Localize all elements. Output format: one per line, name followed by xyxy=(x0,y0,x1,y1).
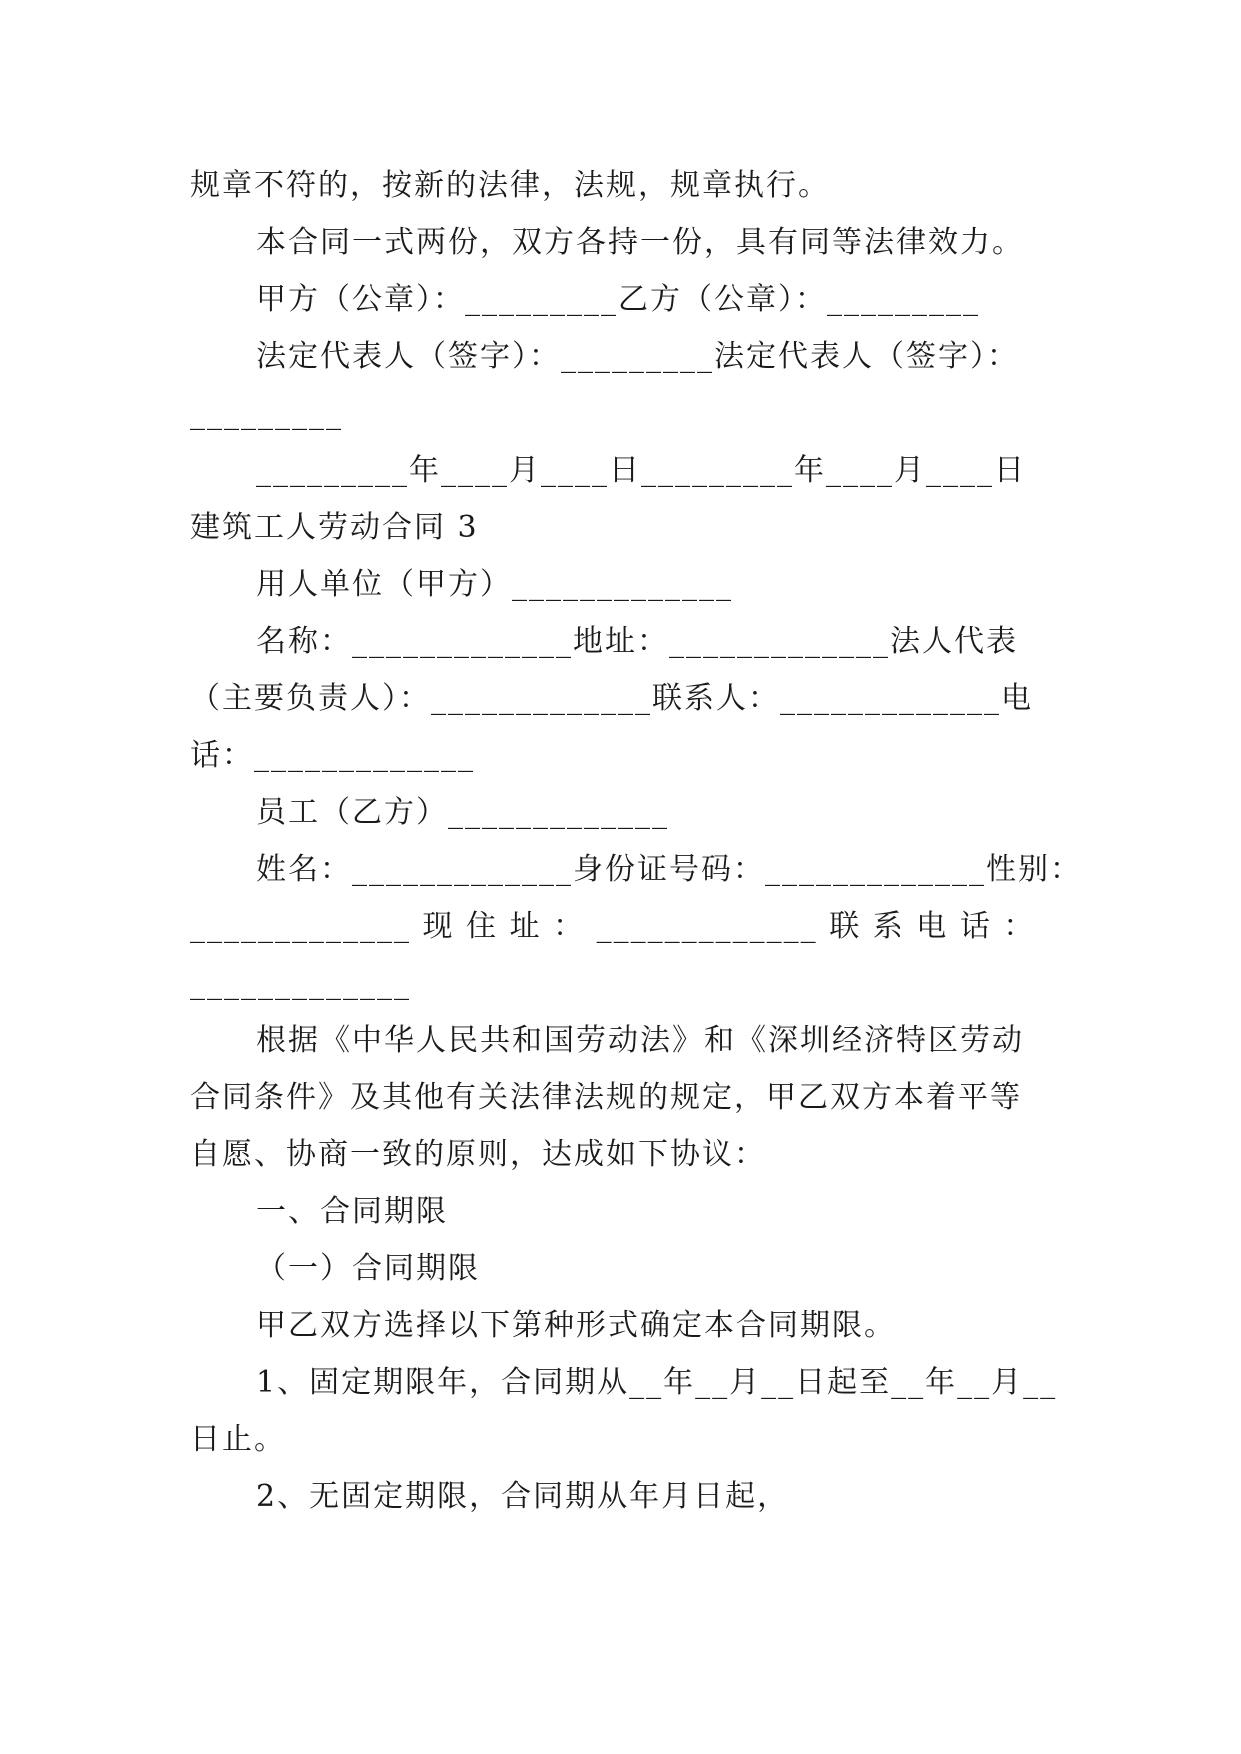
text-line: 规章不符的，按新的法律，法规，规章执行。 xyxy=(190,168,830,203)
employee-line: 员工（乙方）_____________ xyxy=(256,795,669,830)
representative-line: 法定代表人（签字）：_________法定代表人（签字）： xyxy=(256,339,1019,374)
paragraph-line: 1、固定期限年，合同期从__年__月__日起至__年__月__ xyxy=(256,1365,1058,1400)
date-line: _________年____月____日_________年____月____日 xyxy=(256,453,1026,488)
employee-fields-line: 姓名：_____________身份证号码：_____________性别： xyxy=(256,852,1082,887)
phone-line: 话：_____________ xyxy=(190,738,475,773)
paragraph-line: 自愿、协商一致的原则，达成如下协议： xyxy=(190,1137,766,1172)
subclause-heading: （一）合同期限 xyxy=(256,1251,480,1286)
employer-contact-line: （主要负责人）：_____________联系人：_____________电 xyxy=(190,681,1033,716)
blank-line: _________ xyxy=(190,396,343,431)
paragraph-line: 2、无固定期限，合同期从年月日起， xyxy=(256,1479,790,1514)
blank-line: _____________ xyxy=(190,966,411,1001)
text-line: 本合同一式两份，双方各持一份，具有同等法律效力。 xyxy=(256,225,1024,260)
section-title: 建筑工人劳动合同 3 xyxy=(190,510,479,545)
clause-heading: 一、合同期限 xyxy=(256,1194,448,1229)
party-seal-line: 甲方（公章）：_________乙方（公章）：_________ xyxy=(256,282,980,317)
paragraph-line: 甲乙双方选择以下第种形式确定本合同期限。 xyxy=(256,1308,896,1343)
employer-fields-line: 名称：_____________地址：_____________法人代表 xyxy=(256,624,1018,659)
employer-line: 用人单位（甲方）_____________ xyxy=(256,567,733,602)
address-phone-line: _____________ 现 住 址 ： _____________ 联 系 电 话 ： xyxy=(190,909,1036,944)
paragraph-line: 合同条件》及其他有关法律法规的规定，甲乙双方本着平等 xyxy=(190,1080,1022,1115)
paragraph-line: 日止。 xyxy=(190,1422,286,1457)
paragraph-line: 根据《中华人民共和国劳动法》和《深圳经济特区劳动 xyxy=(256,1023,1024,1058)
